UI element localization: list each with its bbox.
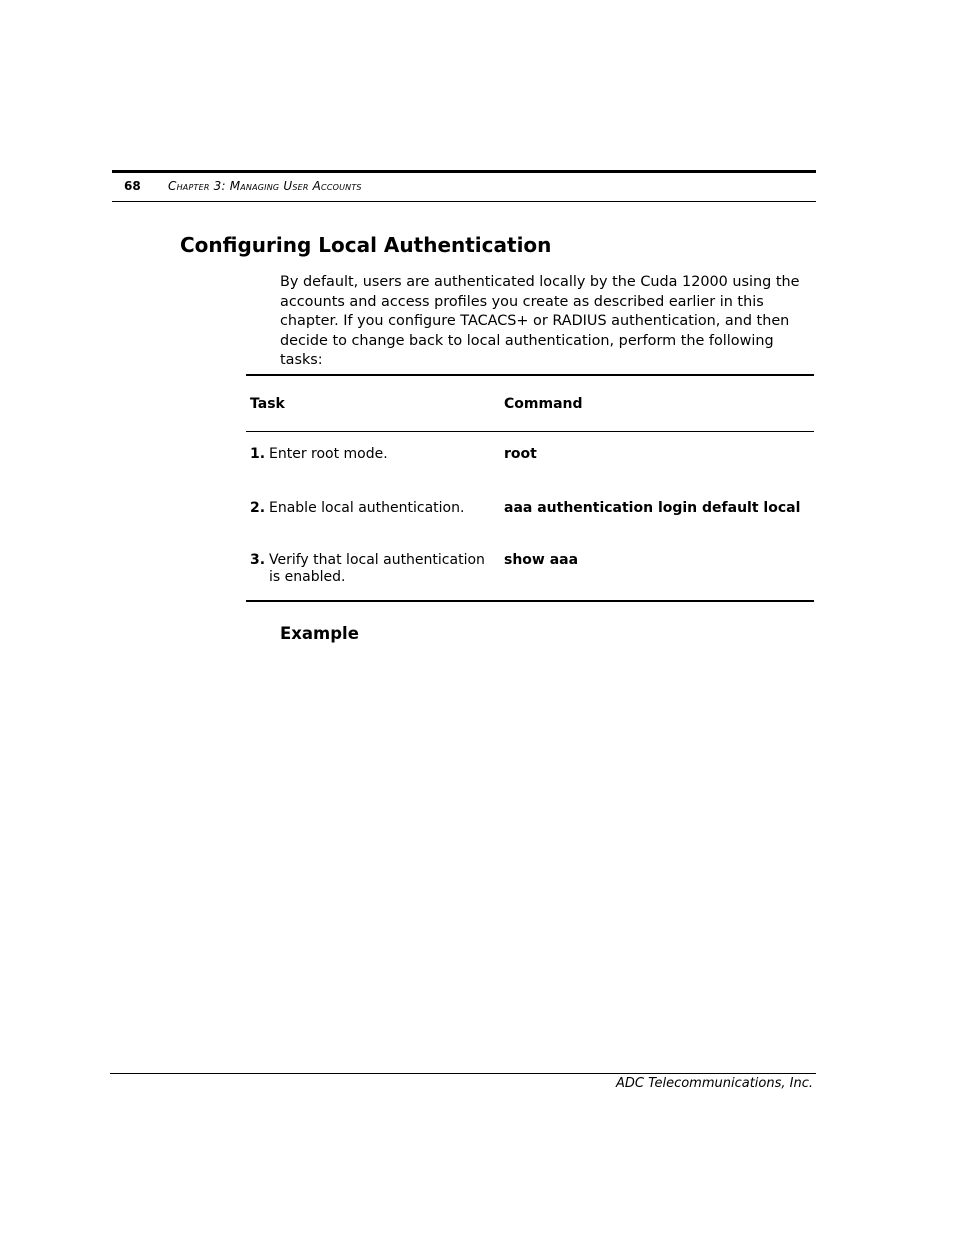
task-cell <box>246 486 500 539</box>
running-head: Chapter 3: Managing User Accounts <box>168 179 362 193</box>
task-table <box>246 374 814 602</box>
command-column-header: Command <box>504 395 583 412</box>
task-cell <box>246 432 500 487</box>
example-heading: Example <box>280 624 359 643</box>
task-column-header: Task <box>250 395 285 412</box>
footer-publisher: ADC Telecommunications, Inc. <box>616 1076 813 1091</box>
command-cell <box>500 539 814 601</box>
command-text: root <box>504 446 537 462</box>
step-text: Verify that local authentication is enabled. <box>269 552 485 585</box>
header-rule-bottom <box>112 201 816 202</box>
step-number: 2. <box>250 500 266 516</box>
step-text: Enter root mode. <box>269 446 388 462</box>
table-row <box>246 432 814 487</box>
task-cell <box>246 539 500 601</box>
step-text: Enable local authentication. <box>269 500 465 516</box>
step-number: 1. <box>250 446 266 462</box>
page-number: 68 <box>124 179 141 193</box>
intro-paragraph: By default, users are authenticated locally by the Cuda 12000 using the accounts and access profiles you create as described earlier in this chapter. If you configure TACACS+ or RADIUS authentication, and then decide to change back to local authentication, perform the following tasks: <box>280 274 800 368</box>
table-header-row <box>246 375 814 432</box>
command-text: show aaa <box>504 552 579 568</box>
command-cell <box>500 432 814 487</box>
table-row <box>246 486 814 539</box>
step-number: 3. <box>250 552 266 568</box>
command-text: aaa authentication login default local <box>504 500 801 516</box>
section-title: Configuring Local Authentication <box>180 233 552 257</box>
footer-rule <box>110 1073 816 1074</box>
header-rule-top <box>112 170 816 173</box>
table-row <box>246 539 814 601</box>
command-cell <box>500 486 814 539</box>
